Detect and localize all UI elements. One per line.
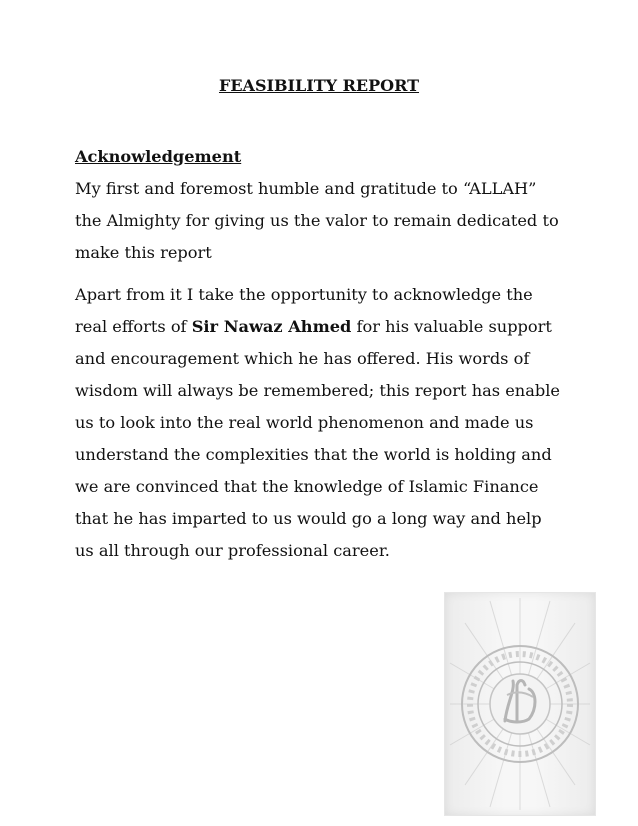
person-name: Sir Nawaz Ahmed [191, 317, 352, 336]
section-heading: Acknowledgement [75, 147, 242, 166]
document-title: FEASIBILITY REPORT [218, 76, 420, 95]
calligraphy-seal-icon [444, 592, 596, 816]
paragraph-2-part-2: for his valuable support and encouragement which he has offered. His words of wisdom will always be remembered; this report has enable us to look into the real world phenomenon and made us understand the complexities that the world is holding and we are convinced that the knowledge of Islamic Finance that he has imparted to us would go a long way and help us all through our professional career. [75, 317, 560, 560]
document-body [75, 141, 575, 567]
paragraph-2 [75, 279, 575, 567]
paragraph-2-part-1: Apart from it I take the opportunity to acknowledge the real efforts of [75, 285, 533, 336]
paragraph-1: My first and foremost humble and gratitude to “ALLAH” the Almighty for giving us the valor to remain dedicated to make this report [75, 179, 559, 262]
